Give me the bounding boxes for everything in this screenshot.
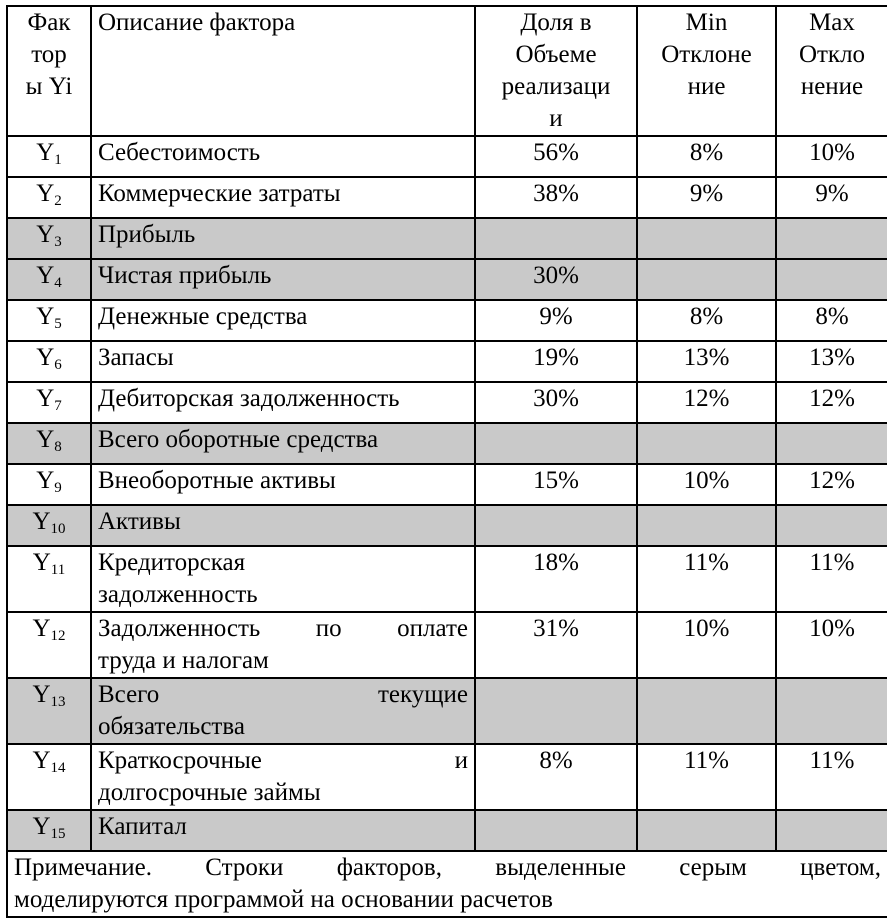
factor-code	[7, 678, 91, 744]
factor-description-line: Краткосрочные и	[98, 747, 468, 774]
factor-min	[637, 678, 776, 744]
factor-description-line: обязательства	[98, 713, 245, 740]
header-max-line: Max	[809, 9, 855, 36]
factor-max: 12%	[776, 382, 887, 423]
factor-min	[637, 810, 776, 851]
factor-code-index: 4	[54, 275, 62, 291]
factor-description-line: Задолженность по оплате	[98, 615, 468, 642]
table-row	[7, 177, 887, 218]
factor-description	[91, 546, 475, 612]
factor-code-index: 12	[50, 628, 66, 644]
factor-max: 12%	[776, 464, 887, 505]
header-max-line: Откло	[798, 41, 866, 68]
factor-description-line: Всего текущие	[98, 681, 468, 708]
factor-max: 11%	[776, 546, 887, 612]
factor-description-line: Кредиторская	[98, 549, 246, 576]
table-row	[7, 218, 887, 259]
factor-code	[7, 505, 91, 546]
factor-max: 10%	[776, 612, 887, 678]
factor-code-index: 3	[54, 234, 62, 250]
factor-min: 12%	[637, 382, 776, 423]
factor-description: Внеоборотные активы	[91, 464, 475, 505]
factor-code-letter: Y	[36, 385, 55, 412]
table-row	[7, 546, 887, 612]
factors-table	[6, 5, 887, 918]
factor-code	[7, 300, 91, 341]
table-row	[7, 612, 887, 678]
factor-max: 8%	[776, 300, 887, 341]
table-row	[7, 259, 887, 300]
factor-share	[475, 678, 637, 744]
factor-description-line: долгосрочные займы	[98, 779, 321, 806]
factor-min: 8%	[637, 300, 776, 341]
header-max	[776, 6, 887, 136]
factor-code-letter: Y	[36, 262, 55, 289]
table-row	[7, 810, 887, 851]
factor-code-index: 15	[50, 826, 66, 842]
header-min-line: Отклоне	[661, 41, 752, 68]
factor-code-letter: Y	[36, 139, 55, 166]
factor-code-index: 6	[54, 357, 62, 373]
factor-code-index: 11	[50, 562, 66, 578]
factor-description-line: задолженность	[98, 581, 258, 608]
factor-min: 10%	[637, 612, 776, 678]
factor-min	[637, 505, 776, 546]
factor-code	[7, 546, 91, 612]
factor-min: 11%	[637, 744, 776, 810]
factor-max	[776, 423, 887, 464]
table-row	[7, 382, 887, 423]
factor-max	[776, 505, 887, 546]
header-factor-line	[14, 71, 84, 103]
factor-code-letter: Y	[32, 549, 51, 576]
table-row	[7, 136, 887, 177]
header-share	[475, 6, 637, 136]
factor-share: 19%	[475, 341, 637, 382]
factor-code-index: 14	[50, 760, 66, 776]
factor-max: 9%	[776, 177, 887, 218]
factor-code	[7, 341, 91, 382]
factor-description: Всего оборотные средства	[91, 423, 475, 464]
table-row	[7, 464, 887, 505]
factor-code	[7, 177, 91, 218]
factor-code	[7, 382, 91, 423]
table-row	[7, 300, 887, 341]
factor-min: 11%	[637, 546, 776, 612]
factor-code-letter: Y	[32, 615, 51, 642]
factor-share: 8%	[475, 744, 637, 810]
table-row	[7, 341, 887, 382]
header-factor-line-text: ы Yi	[25, 73, 73, 100]
header-description: Описание фактора	[91, 6, 475, 136]
factor-description: Чистая прибыль	[91, 259, 475, 300]
factor-share: 31%	[475, 612, 637, 678]
factor-code	[7, 259, 91, 300]
factor-code-letter: Y	[32, 747, 51, 774]
header-max-line: нение	[800, 73, 864, 100]
factor-code-letter: Y	[36, 221, 55, 248]
factor-code-letter: Y	[32, 508, 51, 535]
factor-share: 56%	[475, 136, 637, 177]
header-share-line: и	[549, 105, 563, 132]
header-min	[637, 6, 776, 136]
factor-description: Прибыль	[91, 218, 475, 259]
factor-description: Дебиторская задолженность	[91, 382, 475, 423]
factor-description	[91, 744, 475, 810]
note-row	[7, 851, 887, 917]
factor-min: 13%	[637, 341, 776, 382]
header-share-line: Доля в	[520, 9, 592, 36]
factor-code	[7, 136, 91, 177]
factor-description: Денежные средства	[91, 300, 475, 341]
factor-code	[7, 423, 91, 464]
table-row	[7, 744, 887, 810]
factor-max: 11%	[776, 744, 887, 810]
factor-code-letter: Y	[32, 813, 51, 840]
factor-max: 10%	[776, 136, 887, 177]
header-factor-line: Фак	[27, 9, 71, 36]
table-body	[7, 136, 887, 851]
factor-code	[7, 218, 91, 259]
factor-description: Запасы	[91, 341, 475, 382]
factor-code-letter: Y	[32, 681, 51, 708]
factor-max	[776, 810, 887, 851]
factor-description: Капитал	[91, 810, 475, 851]
factor-min: 9%	[637, 177, 776, 218]
header-min-line: ние	[687, 73, 726, 100]
factor-description	[91, 678, 475, 744]
factor-code-letter: Y	[36, 303, 55, 330]
header-share-line: реализаци	[501, 73, 611, 100]
factor-code-letter: Y	[36, 426, 55, 453]
factor-code	[7, 464, 91, 505]
table-row	[7, 678, 887, 744]
factor-max: 13%	[776, 341, 887, 382]
factor-code	[7, 612, 91, 678]
factor-min	[637, 423, 776, 464]
header-factor-line: тор	[31, 41, 67, 68]
table-row	[7, 423, 887, 464]
factor-code-index: 1	[54, 152, 62, 168]
factor-code-index: 10	[50, 521, 66, 537]
header-row	[7, 6, 887, 136]
factor-code	[7, 810, 91, 851]
factor-share: 38%	[475, 177, 637, 218]
factor-min: 10%	[637, 464, 776, 505]
table-row	[7, 505, 887, 546]
factor-share	[475, 423, 637, 464]
note-line-1: Примечание. Строки факторов, выделенные серым цветом,	[14, 854, 881, 881]
factor-code-index: 2	[54, 193, 62, 209]
factor-max	[776, 259, 887, 300]
factor-code-index: 9	[54, 480, 62, 496]
factor-description: Себестоимость	[91, 136, 475, 177]
factor-code-letter: Y	[36, 344, 55, 371]
factor-share: 18%	[475, 546, 637, 612]
header-factor	[7, 6, 91, 136]
factor-share: 9%	[475, 300, 637, 341]
header-min-line: Min	[685, 9, 728, 36]
note-cell	[7, 851, 887, 917]
factor-max	[776, 678, 887, 744]
factor-max	[776, 218, 887, 259]
factor-share	[475, 218, 637, 259]
factor-code-letter: Y	[36, 180, 55, 207]
factor-code-letter: Y	[36, 467, 55, 494]
factor-code-index: 8	[54, 439, 62, 455]
factor-code-index: 13	[50, 694, 66, 710]
factor-share	[475, 505, 637, 546]
factor-share: 30%	[475, 259, 637, 300]
factor-share	[475, 810, 637, 851]
factor-description: Коммерческие затраты	[91, 177, 475, 218]
factor-share: 15%	[475, 464, 637, 505]
factor-min	[637, 218, 776, 259]
factor-min	[637, 259, 776, 300]
factor-code-index: 5	[54, 316, 62, 332]
factor-description: Активы	[91, 505, 475, 546]
factor-description	[91, 612, 475, 678]
factor-code-index: 7	[54, 398, 62, 414]
note-line-2: моделируются программой на основании расчетов	[14, 886, 553, 913]
factor-description-line: труда и налогам	[98, 647, 269, 674]
factor-share: 30%	[475, 382, 637, 423]
factor-min: 8%	[637, 136, 776, 177]
header-share-line: Объеме	[515, 41, 597, 68]
factor-code	[7, 744, 91, 810]
